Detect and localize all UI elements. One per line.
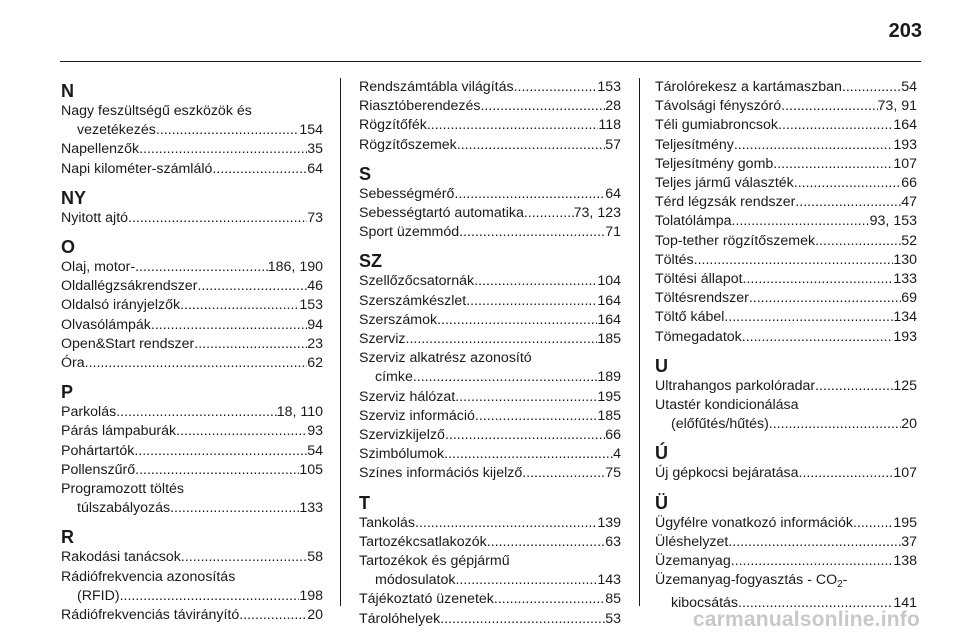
entry-term: Töltés <box>655 251 694 268</box>
entry-term: Szerviz információ <box>359 407 475 424</box>
index-entry <box>655 155 917 174</box>
dot-leader <box>197 277 307 296</box>
entry-page-number: 133 <box>299 500 323 517</box>
entry-page-number: 64 <box>307 160 323 177</box>
index-entry <box>61 277 323 296</box>
dot-leader <box>212 160 307 179</box>
entry-term: túlszabályozás <box>77 500 171 517</box>
entry-page-number: 73, 91 <box>877 98 917 115</box>
index-entry <box>61 296 323 315</box>
entry-page-number: 93, 153 <box>869 213 917 230</box>
entry-page-number: 153 <box>597 79 621 95</box>
index-entry <box>61 354 323 373</box>
entry-first-line-text: Tartozékok és gépjármű <box>359 553 510 570</box>
entry-term: Sport üzemmód <box>359 224 460 241</box>
index-entry <box>655 78 917 97</box>
entry-page-number: 198 <box>299 587 323 604</box>
subscript: 2 <box>837 579 843 591</box>
dot-leader <box>455 571 597 590</box>
dot-leader <box>734 136 893 155</box>
entry-page-number: 18, 110 <box>276 404 323 421</box>
entry-first-line <box>61 568 323 587</box>
dot-leader <box>427 116 599 135</box>
dot-leader <box>524 204 574 223</box>
entry-term: Töltési állapot <box>655 271 743 288</box>
entry-term: Olaj, motor- <box>61 259 136 276</box>
index-entry <box>359 368 621 387</box>
dot-leader <box>743 270 894 289</box>
entry-page-number: 58 <box>307 549 323 566</box>
watermark: carmanualsonline.info <box>692 608 920 631</box>
index-entry <box>655 136 917 155</box>
index-section <box>359 250 621 483</box>
entry-term: Szerszámok <box>359 311 438 328</box>
entry-term: Szellőzőcsatornák <box>359 273 475 290</box>
section-letter: P <box>61 382 74 403</box>
dot-leader <box>454 185 605 204</box>
index-entry <box>359 464 621 483</box>
index-entry <box>655 514 917 533</box>
entry-page-number: 52 <box>901 232 917 249</box>
dot-leader <box>799 464 894 483</box>
index-entry <box>61 160 323 179</box>
entry-term: Tolatólámpa <box>655 213 732 230</box>
index-section <box>655 492 917 614</box>
dot-leader <box>742 328 894 347</box>
dot-leader <box>487 533 605 552</box>
section-letter: NY <box>61 187 87 208</box>
index-entry <box>359 185 621 204</box>
index-entry <box>359 292 621 311</box>
entry-term: Párás lámpaburák <box>61 423 177 440</box>
entry-page-number: 139 <box>597 514 621 531</box>
entry-term: Napellenzők <box>61 141 140 158</box>
dot-leader <box>480 97 605 116</box>
index-entry <box>61 422 323 441</box>
entry-page-number: 143 <box>597 572 621 589</box>
dot-leader <box>795 193 901 212</box>
dot-leader <box>135 258 268 277</box>
index-entry <box>655 464 917 483</box>
dot-leader <box>778 116 893 135</box>
dot-leader <box>455 388 597 407</box>
entry-page-number: 47 <box>901 194 917 211</box>
index-column-3 <box>655 78 917 622</box>
index-entry <box>655 328 917 347</box>
index-entry <box>359 610 621 629</box>
dot-leader <box>181 548 307 567</box>
entry-first-line <box>61 480 323 499</box>
index-entry <box>61 499 323 518</box>
index-entry <box>359 388 621 407</box>
entry-term: Töltő kábel <box>655 309 725 326</box>
index-entry <box>61 140 323 159</box>
entry-term: Tartozékcsatlakozók <box>359 533 487 550</box>
entry-page-number: 73, 123 <box>573 205 621 222</box>
dot-leader <box>794 174 901 193</box>
dot-leader <box>466 292 597 311</box>
entry-page-number: 164 <box>893 117 917 134</box>
entry-term: Szerszámkészlet <box>359 292 467 309</box>
index-entry <box>655 212 917 231</box>
dot-leader <box>749 289 901 308</box>
section-letter: T <box>359 492 370 513</box>
entry-page-number: 28 <box>605 98 621 115</box>
entry-term: Olvasólámpák <box>61 316 151 333</box>
entry-term: Pollenszűrő <box>61 461 136 478</box>
entry-page-number: 185 <box>597 407 621 424</box>
dot-leader <box>457 136 605 155</box>
dot-leader <box>815 232 901 251</box>
dot-leader <box>842 78 901 97</box>
entry-first-line <box>359 349 621 368</box>
entry-page-number: 185 <box>597 331 621 348</box>
entry-term: Üléshelyzet <box>655 533 729 550</box>
entry-term: Óra <box>61 355 85 372</box>
entry-page-number: 118 <box>598 117 621 134</box>
entry-term: Teljes jármű választék <box>655 175 794 192</box>
entry-first-line-text: Utastér kondicionálása <box>655 397 799 414</box>
entry-term: Ultrahangos parkolóradar <box>655 377 816 394</box>
entry-page-number: 94 <box>307 316 323 333</box>
dot-leader <box>135 461 299 480</box>
entry-term: Távolsági fényszóró <box>655 98 782 115</box>
dot-leader <box>406 330 598 349</box>
entry-page-number: 154 <box>299 122 323 139</box>
index-entry <box>359 514 621 533</box>
dot-leader <box>156 121 299 140</box>
dot-leader <box>128 209 307 228</box>
dot-leader <box>474 272 597 291</box>
index-entry <box>359 97 621 116</box>
index-entry <box>359 590 621 609</box>
index-section <box>359 163 621 243</box>
index-entry <box>61 335 323 354</box>
entry-first-line-tail: - <box>842 572 848 589</box>
index-entry <box>61 258 323 277</box>
index-entry <box>61 121 323 140</box>
index-column-1 <box>61 78 323 633</box>
dot-leader <box>694 251 894 270</box>
entry-term: Oldallégzsákrendszer <box>61 278 198 295</box>
index-entry <box>61 587 323 606</box>
entry-page-number: 141 <box>893 595 917 612</box>
entry-term: Új gépkocsi bejáratása <box>655 465 799 482</box>
index-section <box>655 78 917 347</box>
dot-leader <box>239 606 307 625</box>
entry-term: Sebességmérő <box>359 185 455 202</box>
index-entry <box>359 272 621 291</box>
entry-term: (előfűtés/hűtés) <box>671 416 769 433</box>
dot-leader <box>176 422 307 441</box>
entry-term: Szerviz <box>359 331 406 348</box>
dot-leader <box>445 426 605 445</box>
dot-leader <box>180 296 299 315</box>
entry-first-line-text: Programozott töltés <box>61 481 185 498</box>
dot-leader <box>120 587 300 606</box>
dot-leader <box>781 97 877 116</box>
entry-page-number: 4 <box>613 446 621 463</box>
index-entry <box>61 606 323 625</box>
entry-page-number: 62 <box>307 355 323 372</box>
entry-first-line-text: Szerviz alkatrész azonosító <box>359 350 532 367</box>
dot-leader <box>815 377 893 396</box>
entry-page-number: 164 <box>597 311 621 328</box>
index-section <box>655 442 917 483</box>
entry-term: Tárolórekesz a kartámaszban <box>655 79 842 95</box>
column-divider <box>340 78 341 606</box>
entry-page-number: 35 <box>307 141 323 158</box>
entry-term: Teljesítmény gomb <box>655 155 774 172</box>
entry-first-line <box>61 102 323 121</box>
entry-page-number: 20 <box>901 416 917 433</box>
entry-term: módosulatok <box>375 572 456 589</box>
dot-leader <box>134 442 307 461</box>
dot-leader <box>444 445 613 464</box>
index-entry <box>655 193 917 212</box>
entry-term: Tömegadatok <box>655 328 742 345</box>
entry-term: Riasztóberendezés <box>359 98 481 115</box>
dot-leader <box>514 78 598 97</box>
entry-page-number: 138 <box>893 553 917 570</box>
index-entry <box>655 552 917 571</box>
entry-term: Tájékoztató üzenetek <box>359 591 494 608</box>
entry-term: (RFID) <box>77 587 120 604</box>
entry-page-number: 104 <box>597 273 621 290</box>
index-entry <box>655 116 917 135</box>
dot-leader <box>139 140 307 159</box>
entry-page-number: 37 <box>901 533 917 550</box>
entry-page-number: 189 <box>597 369 621 386</box>
page-number: 203 <box>888 20 922 42</box>
index-entry <box>655 251 917 270</box>
entry-term: Nyitott ajtó <box>61 209 129 226</box>
entry-term: Teljesítmény <box>655 136 734 153</box>
dot-leader <box>151 316 307 335</box>
index-entry <box>655 308 917 327</box>
entry-page-number: 195 <box>597 388 621 405</box>
entry-term: Szerviz hálózat <box>359 388 456 405</box>
entry-page-number: 73 <box>307 209 323 226</box>
index-entry <box>655 270 917 289</box>
entry-page-number: 107 <box>893 465 917 482</box>
dot-leader <box>440 610 605 629</box>
entry-page-number: 186, 190 <box>267 259 323 276</box>
index-entry <box>359 533 621 552</box>
index-entry <box>359 571 621 590</box>
index-section <box>359 492 621 629</box>
dot-leader <box>413 368 597 387</box>
entry-page-number: 195 <box>893 514 917 531</box>
entry-first-line <box>655 571 917 594</box>
entry-page-number: 69 <box>901 290 917 307</box>
index-entry <box>655 533 917 552</box>
dot-leader <box>773 155 893 174</box>
entry-term: Pohártartók <box>61 442 135 459</box>
entry-term: Szervizkijelző <box>359 427 445 444</box>
index-entry <box>359 445 621 464</box>
entry-page-number: 75 <box>605 465 621 482</box>
header-rule <box>60 61 921 62</box>
column-divider <box>639 78 640 606</box>
dot-leader <box>724 308 893 327</box>
dot-leader <box>170 499 299 518</box>
entry-first-line-text: Üzemanyag-fogyasztás - CO <box>655 572 838 589</box>
dot-leader <box>731 552 894 571</box>
entry-page-number: 164 <box>597 292 621 309</box>
entry-page-number: 66 <box>901 175 917 192</box>
index-entry <box>359 426 621 445</box>
entry-page-number: 153 <box>299 297 323 314</box>
entry-page-number: 133 <box>893 271 917 288</box>
index-entry <box>655 415 917 434</box>
entry-page-number: 125 <box>893 377 917 394</box>
entry-term: Rakodási tanácsok <box>61 549 181 566</box>
index-column-2 <box>359 78 621 637</box>
dot-leader <box>475 407 597 426</box>
entry-term: Tárolóhelyek <box>359 610 441 627</box>
dot-leader <box>728 533 901 552</box>
dot-leader <box>415 514 597 533</box>
entry-term: Téli gumiabroncsok <box>655 117 779 134</box>
dot-leader <box>194 335 307 354</box>
index-entry <box>359 116 621 135</box>
entry-page-number: 107 <box>893 155 917 172</box>
index-entry <box>61 316 323 335</box>
entry-page-number: 66 <box>605 427 621 444</box>
index-entry <box>61 548 323 567</box>
section-letter: O <box>61 237 76 258</box>
entry-page-number: 54 <box>307 442 323 459</box>
entry-term: Parkolás <box>61 404 117 421</box>
section-letter: Ü <box>655 492 668 513</box>
dot-leader <box>769 415 901 434</box>
entry-term: Napi kilométer-számláló <box>61 160 213 177</box>
dot-leader <box>437 311 597 330</box>
entry-term: Ügyfélre vonatkozó információk <box>655 514 853 531</box>
index-entry <box>655 377 917 396</box>
dot-leader <box>494 590 605 609</box>
entry-term: Rögzítőszemek <box>359 136 457 153</box>
entry-first-line-text: Rádiófrekvencia azonosítás <box>61 568 236 585</box>
entry-term: Térd légzsák rendszer <box>655 194 796 211</box>
section-letter: R <box>61 527 74 548</box>
entry-page-number: 54 <box>901 79 917 95</box>
section-letter: U <box>655 355 668 376</box>
entry-page-number: 57 <box>605 136 621 153</box>
entry-term: kibocsátás <box>671 595 739 612</box>
section-letter: SZ <box>359 251 383 272</box>
index-entry <box>359 223 621 242</box>
index-entry <box>359 136 621 155</box>
entry-page-number: 71 <box>605 224 621 241</box>
index-section <box>655 355 917 435</box>
index-entry <box>61 209 323 228</box>
section-letter: Ú <box>655 443 668 464</box>
entry-term: Üzemanyag <box>655 553 731 570</box>
entry-page-number: 23 <box>307 335 323 352</box>
entry-term: Oldalsó irányjelzők <box>61 297 181 314</box>
index-entry <box>61 403 323 422</box>
entry-page-number: 105 <box>299 461 323 478</box>
index-section <box>61 236 323 373</box>
dot-leader <box>853 514 893 533</box>
dot-leader <box>522 464 605 483</box>
index-entry <box>359 330 621 349</box>
index-entry <box>655 174 917 193</box>
index-entry <box>655 232 917 251</box>
index-section <box>359 78 621 155</box>
entry-page-number: 193 <box>893 136 917 153</box>
section-letter: N <box>61 81 74 101</box>
dot-leader <box>732 212 870 231</box>
index-entry <box>61 461 323 480</box>
dot-leader <box>116 403 277 422</box>
entry-term: vezetékezés <box>77 122 156 139</box>
index-entry <box>359 78 621 97</box>
index-entry <box>359 407 621 426</box>
section-letter: S <box>359 163 372 184</box>
entry-term: Színes információs kijelző <box>359 465 523 482</box>
index-section <box>61 381 323 518</box>
entry-term: címke <box>375 369 413 386</box>
entry-page-number: 134 <box>893 309 917 326</box>
entry-page-number: 63 <box>605 533 621 550</box>
index-section <box>61 187 323 228</box>
index-entry <box>655 97 917 116</box>
index-entry <box>359 204 621 223</box>
entry-page-number: 130 <box>893 251 917 268</box>
dot-leader <box>85 354 308 373</box>
entry-term: Open&Start rendszer <box>61 335 195 352</box>
entry-first-line-text: Nagy feszültségű eszközök és <box>61 103 252 119</box>
entry-term: Szimbólumok <box>359 446 445 463</box>
entry-term: Rádiófrekvenciás távirányító <box>61 607 240 624</box>
entry-term: Sebességtartó automatika <box>359 205 524 222</box>
entry-page-number: 93 <box>307 423 323 440</box>
index-entry <box>61 442 323 461</box>
entry-term: Top-tether rögzítőszemek <box>655 232 816 249</box>
entry-term: Rendszámtábla világítás <box>359 79 514 95</box>
index-section <box>61 526 323 625</box>
entry-first-line <box>655 396 917 415</box>
entry-page-number: 85 <box>605 591 621 608</box>
dot-leader <box>459 223 605 242</box>
entry-page-number: 20 <box>307 607 323 624</box>
index-entry <box>359 311 621 330</box>
entry-page-number: 64 <box>605 185 621 202</box>
index-section <box>61 80 323 179</box>
entry-page-number: 46 <box>307 278 323 295</box>
entry-term: Rögzítőfék <box>359 117 427 134</box>
entry-page-number: 53 <box>605 610 621 627</box>
entry-term: Töltésrendszer <box>655 290 749 307</box>
entry-term: Tankolás <box>359 514 415 531</box>
entry-first-line <box>359 552 621 571</box>
index-entry <box>655 289 917 308</box>
entry-page-number: 193 <box>893 328 917 345</box>
